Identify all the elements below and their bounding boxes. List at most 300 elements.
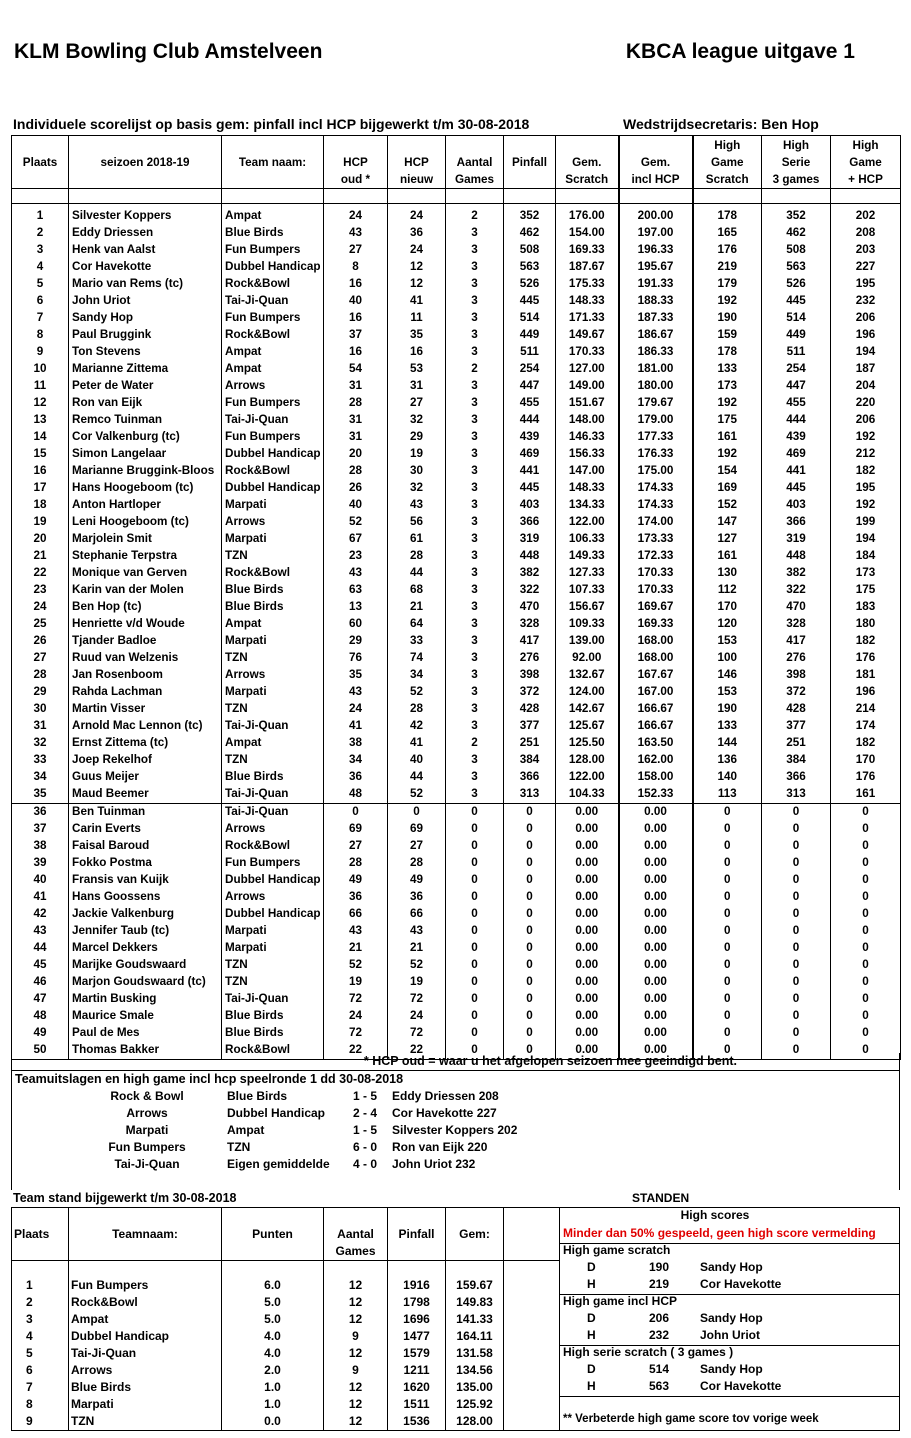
player-gem-scratch: 187.67	[556, 259, 619, 276]
player-hs-3: 0	[762, 838, 831, 855]
player-gem-scratch: 134.33	[556, 497, 619, 514]
player-hs-3: 462	[762, 225, 831, 242]
player-hg-scratch: 147	[693, 514, 762, 531]
table-row	[12, 633, 901, 650]
table-row	[12, 855, 901, 872]
player-gem-hcp: 0.00	[619, 923, 693, 940]
player-hcp-nieuw: 21	[388, 599, 446, 616]
player-hcp-oud: 43	[324, 565, 388, 582]
player-games: 2	[446, 361, 504, 378]
player-rank: 40	[12, 872, 69, 889]
stand-punten: 4.0	[222, 1345, 324, 1362]
team-results-title: Teamuitslagen en high game incl hcp speelronde 1 dd 30-08-2018	[15, 1072, 404, 1086]
col-label: Pinfall	[511, 155, 548, 169]
player-pinfall: 514	[504, 310, 556, 327]
player-games: 3	[446, 599, 504, 616]
player-hg-hcp: 184	[831, 548, 901, 565]
player-rank: 39	[12, 855, 69, 872]
player-hcp-nieuw: 66	[388, 906, 446, 923]
player-rank: 26	[12, 633, 69, 650]
hs-gender: D	[587, 1362, 596, 1376]
player-hg-scratch: 130	[693, 565, 762, 582]
player-gem-scratch: 104.33	[556, 786, 619, 804]
player-hs-3: 455	[762, 395, 831, 412]
player-pinfall: 0	[504, 804, 556, 822]
col-seizoen	[69, 136, 222, 189]
player-hs-3: 398	[762, 667, 831, 684]
club-title: KLM Bowling Club Amstelveen	[14, 40, 323, 63]
stand-rank: 4	[12, 1328, 69, 1345]
player-pinfall: 313	[504, 786, 556, 804]
player-team: Rock&Bowl	[222, 1042, 324, 1060]
player-gem-scratch: 149.33	[556, 548, 619, 565]
player-gem-scratch: 132.67	[556, 667, 619, 684]
player-rank: 45	[12, 957, 69, 974]
stand-rank: 5	[12, 1345, 69, 1362]
player-hcp-oud: 29	[324, 633, 388, 650]
player-games: 3	[446, 667, 504, 684]
player-hg-scratch: 0	[693, 1042, 762, 1060]
player-hcp-nieuw: 21	[388, 940, 446, 957]
table-row	[12, 327, 901, 344]
stand-rows	[12, 1261, 560, 1431]
player-gem-hcp: 170.33	[619, 582, 693, 599]
player-hg-hcp: 176	[831, 650, 901, 667]
player-hcp-oud: 43	[324, 923, 388, 940]
player-hcp-oud: 69	[324, 821, 388, 838]
player-rank: 42	[12, 906, 69, 923]
player-hg-hcp: 220	[831, 395, 901, 412]
player-gem-scratch: 0.00	[556, 889, 619, 906]
player-hcp-oud: 16	[324, 276, 388, 293]
player-pinfall: 319	[504, 531, 556, 548]
stand-games: 12	[324, 1379, 388, 1396]
player-games: 3	[446, 786, 504, 804]
player-games: 0	[446, 804, 504, 822]
player-rank: 31	[12, 718, 69, 735]
player-hs-3: 445	[762, 480, 831, 497]
player-hcp-oud: 43	[324, 225, 388, 242]
player-hcp-oud: 26	[324, 480, 388, 497]
player-hcp-nieuw: 28	[388, 548, 446, 565]
col-label: Gem.	[572, 156, 602, 169]
player-hs-3: 0	[762, 991, 831, 1008]
player-gem-hcp: 176.33	[619, 446, 693, 463]
player-name: Jennifer Taub (tc)	[69, 923, 222, 940]
player-team: Blue Birds	[222, 599, 324, 616]
player-games: 3	[446, 531, 504, 548]
player-hcp-nieuw: 27	[388, 395, 446, 412]
result-home: Arrows	[126, 1106, 168, 1120]
player-rank: 50	[12, 1042, 69, 1060]
col-label: Aantal	[337, 1227, 374, 1241]
player-gem-hcp: 187.33	[619, 310, 693, 327]
player-gem-hcp: 0.00	[619, 957, 693, 974]
player-gem-hcp: 0.00	[619, 804, 693, 822]
player-hcp-nieuw: 19	[388, 446, 446, 463]
player-pinfall: 372	[504, 684, 556, 701]
player-games: 3	[446, 752, 504, 769]
table-row	[12, 446, 901, 463]
player-hg-hcp: 199	[831, 514, 901, 531]
player-gem-scratch: 0.00	[556, 1008, 619, 1025]
stand-games: 12	[324, 1396, 388, 1413]
hs-name: Cor Havekotte	[700, 1379, 782, 1393]
player-gem-hcp: 191.33	[619, 276, 693, 293]
player-team: Dubbel Handicap	[222, 259, 324, 276]
table-row	[12, 804, 901, 822]
player-gem-hcp: 167.00	[619, 684, 693, 701]
col-hcp-oud	[324, 136, 388, 189]
result-score: 4 - 0	[352, 1157, 377, 1171]
player-gem-hcp: 152.33	[619, 786, 693, 804]
player-hcp-nieuw: 68	[388, 582, 446, 599]
player-hg-hcp: 0	[831, 957, 901, 974]
player-games: 3	[446, 293, 504, 310]
col-label: High	[852, 138, 879, 152]
player-hg-hcp: 203	[831, 242, 901, 259]
player-hg-hcp: 195	[831, 480, 901, 497]
result-home: Marpati	[125, 1123, 169, 1137]
player-team: Blue Birds	[222, 225, 324, 242]
player-hs-3: 447	[762, 378, 831, 395]
player-pinfall: 0	[504, 991, 556, 1008]
player-games: 0	[446, 821, 504, 838]
player-hg-scratch: 190	[693, 701, 762, 718]
player-hg-hcp: 0	[831, 838, 901, 855]
stand-rank: 8	[12, 1396, 69, 1413]
stand-gem: 159.67	[446, 1261, 504, 1295]
stand-pinfall: 1211	[388, 1362, 446, 1379]
player-name: Monique van Gerven	[69, 565, 222, 582]
player-rank: 41	[12, 889, 69, 906]
player-rank: 6	[12, 293, 69, 310]
player-hcp-oud: 66	[324, 906, 388, 923]
table-row	[12, 940, 901, 957]
player-rank: 20	[12, 531, 69, 548]
player-hcp-nieuw: 24	[388, 204, 446, 226]
stand-punten: 5.0	[222, 1311, 324, 1328]
player-hg-hcp: 176	[831, 769, 901, 786]
player-team: Blue Birds	[222, 769, 324, 786]
player-rank: 22	[12, 565, 69, 582]
player-hg-scratch: 192	[693, 293, 762, 310]
player-pinfall: 366	[504, 769, 556, 786]
player-pinfall: 563	[504, 259, 556, 276]
player-hs-3: 526	[762, 276, 831, 293]
player-hcp-nieuw: 16	[388, 344, 446, 361]
player-gem-hcp: 0.00	[619, 889, 693, 906]
footnote-text: * HCP oud = waar u het afgelopen seizoen mee geeindigd bent.	[363, 1054, 737, 1068]
player-gem-scratch: 0.00	[556, 940, 619, 957]
col-hg-scratch	[693, 136, 762, 189]
player-games: 0	[446, 940, 504, 957]
stand-col-gem: Gem:	[446, 1208, 504, 1261]
col-label: nieuw	[399, 173, 434, 186]
player-games: 3	[446, 650, 504, 667]
player-hcp-nieuw: 44	[388, 565, 446, 582]
player-games: 3	[446, 497, 504, 514]
player-hg-scratch: 161	[693, 429, 762, 446]
player-hcp-oud: 76	[324, 650, 388, 667]
player-gem-scratch: 0.00	[556, 838, 619, 855]
player-hg-hcp: 192	[831, 429, 901, 446]
player-pinfall: 449	[504, 327, 556, 344]
table-row	[12, 735, 901, 752]
stand-empty	[504, 1261, 560, 1295]
stand-punten: 1.0	[222, 1379, 324, 1396]
player-hg-scratch: 161	[693, 548, 762, 565]
player-hs-3: 444	[762, 412, 831, 429]
player-hg-scratch: 144	[693, 735, 762, 752]
player-hcp-nieuw: 40	[388, 752, 446, 769]
player-pinfall: 0	[504, 821, 556, 838]
player-hs-3: 319	[762, 531, 831, 548]
player-rank: 17	[12, 480, 69, 497]
player-team: Tai-Ji-Quan	[222, 991, 324, 1008]
col-label: HCP	[404, 156, 429, 169]
player-pinfall: 447	[504, 378, 556, 395]
player-team: Ampat	[222, 616, 324, 633]
player-hcp-oud: 24	[324, 701, 388, 718]
player-gem-scratch: 92.00	[556, 650, 619, 667]
player-team: Fun Bumpers	[222, 310, 324, 327]
player-pinfall: 328	[504, 616, 556, 633]
table-row	[12, 667, 901, 684]
player-team: Blue Birds	[222, 1008, 324, 1025]
player-rank: 4	[12, 259, 69, 276]
player-gem-scratch: 109.33	[556, 616, 619, 633]
player-hs-3: 0	[762, 957, 831, 974]
player-hcp-nieuw: 28	[388, 855, 446, 872]
player-hs-3: 366	[762, 769, 831, 786]
player-gem-hcp: 167.67	[619, 667, 693, 684]
player-rank: 11	[12, 378, 69, 395]
player-name: Ernst Zittema (tc)	[69, 735, 222, 752]
player-hcp-nieuw: 28	[388, 701, 446, 718]
stand-team: Arrows	[69, 1362, 222, 1379]
player-pinfall: 0	[504, 889, 556, 906]
player-gem-hcp: 169.33	[619, 616, 693, 633]
col-label: Gem.	[640, 156, 671, 169]
stand-games: 12	[324, 1294, 388, 1311]
player-hcp-nieuw: 64	[388, 616, 446, 633]
player-gem-scratch: 125.50	[556, 735, 619, 752]
player-rank: 12	[12, 395, 69, 412]
stand-col-games	[324, 1208, 388, 1261]
player-hcp-nieuw: 61	[388, 531, 446, 548]
table-row	[12, 361, 901, 378]
table-row	[12, 974, 901, 991]
player-gem-hcp: 174.00	[619, 514, 693, 531]
player-gem-scratch: 0.00	[556, 923, 619, 940]
player-hg-hcp: 214	[831, 701, 901, 718]
player-hs-3: 0	[762, 855, 831, 872]
stand-punten: 0.0	[222, 1413, 324, 1431]
player-hs-3: 384	[762, 752, 831, 769]
player-hcp-oud: 28	[324, 855, 388, 872]
table-row	[12, 514, 901, 531]
player-name: Rahda Lachman	[69, 684, 222, 701]
player-pinfall: 470	[504, 599, 556, 616]
stand-punten: 6.0	[222, 1261, 324, 1295]
player-rank: 21	[12, 548, 69, 565]
col-label: Scratch	[565, 173, 609, 186]
player-name: Ruud van Welzenis	[69, 650, 222, 667]
player-hg-hcp: 174	[831, 718, 901, 735]
stand-empty	[504, 1345, 560, 1362]
stand-gem: 131.58	[446, 1345, 504, 1362]
table-row	[12, 429, 901, 446]
player-rank: 16	[12, 463, 69, 480]
table-row	[12, 344, 901, 361]
player-name: Ton Stevens	[69, 344, 222, 361]
table-row	[12, 1311, 560, 1328]
player-hg-scratch: 192	[693, 446, 762, 463]
player-pinfall: 469	[504, 446, 556, 463]
player-games: 3	[446, 769, 504, 786]
player-games: 0	[446, 1042, 504, 1060]
player-gem-scratch: 128.00	[556, 752, 619, 769]
col-gem-hcp	[619, 136, 693, 189]
player-team: Tai-Ji-Quan	[222, 412, 324, 429]
player-hg-scratch: 136	[693, 752, 762, 769]
stand-games: 12	[324, 1311, 388, 1328]
stand-col-pinfall: Pinfall	[388, 1208, 446, 1261]
hs-section-label: High serie scratch ( 3 games )	[563, 1345, 734, 1359]
player-pinfall: 0	[504, 855, 556, 872]
player-gem-scratch: 0.00	[556, 974, 619, 991]
player-games: 3	[446, 633, 504, 650]
col-label: seizoen 2018-19	[100, 155, 190, 169]
player-hg-hcp: 208	[831, 225, 901, 242]
player-gem-hcp: 163.50	[619, 735, 693, 752]
player-team: Blue Birds	[222, 582, 324, 599]
stand-games: 12	[324, 1413, 388, 1431]
stand-punten: 1.0	[222, 1396, 324, 1413]
player-games: 3	[446, 616, 504, 633]
player-team: Fun Bumpers	[222, 855, 324, 872]
table-row	[12, 1328, 560, 1345]
high-scores-title: High scores	[680, 1208, 750, 1222]
player-rank: 25	[12, 616, 69, 633]
stand-col-plaats: Plaats	[12, 1208, 69, 1261]
player-hcp-nieuw: 44	[388, 769, 446, 786]
stand-gem: 135.00	[446, 1379, 504, 1396]
player-name: Cor Havekotte	[69, 259, 222, 276]
player-gem-scratch: 148.33	[556, 480, 619, 497]
player-hs-3: 428	[762, 701, 831, 718]
player-gem-hcp: 166.67	[619, 701, 693, 718]
player-games: 3	[446, 310, 504, 327]
col-hcp-nieuw	[388, 136, 446, 189]
player-hg-scratch: 100	[693, 650, 762, 667]
player-name: Silvester Koppers	[69, 204, 222, 226]
player-hg-hcp: 194	[831, 531, 901, 548]
stand-empty	[504, 1379, 560, 1396]
player-pinfall: 0	[504, 906, 556, 923]
table-row	[12, 412, 901, 429]
player-hg-scratch: 0	[693, 821, 762, 838]
player-rank: 9	[12, 344, 69, 361]
player-gem-hcp: 177.33	[619, 429, 693, 446]
player-gem-scratch: 107.33	[556, 582, 619, 599]
player-hcp-oud: 40	[324, 497, 388, 514]
stand-gem: 125.92	[446, 1396, 504, 1413]
stand-punten: 2.0	[222, 1362, 324, 1379]
table-row	[12, 957, 901, 974]
player-hcp-nieuw: 53	[388, 361, 446, 378]
player-hg-hcp: 0	[831, 889, 901, 906]
player-hcp-oud: 38	[324, 735, 388, 752]
player-games: 0	[446, 974, 504, 991]
table-row	[12, 531, 901, 548]
player-gem-hcp: 200.00	[619, 204, 693, 226]
player-hs-3: 448	[762, 548, 831, 565]
player-hg-hcp: 0	[831, 872, 901, 889]
player-pinfall: 508	[504, 242, 556, 259]
player-hg-scratch: 133	[693, 718, 762, 735]
player-name: John Uriot	[69, 293, 222, 310]
player-rank: 23	[12, 582, 69, 599]
player-name: Martin Busking	[69, 991, 222, 1008]
player-hcp-nieuw: 32	[388, 480, 446, 497]
player-hcp-oud: 34	[324, 752, 388, 769]
stand-gem: 141.33	[446, 1311, 504, 1328]
player-rank: 46	[12, 974, 69, 991]
player-games: 3	[446, 327, 504, 344]
player-gem-scratch: 148.33	[556, 293, 619, 310]
player-gem-hcp: 170.33	[619, 565, 693, 582]
player-gem-scratch: 147.00	[556, 463, 619, 480]
table-row	[12, 684, 901, 701]
hs-gender: D	[587, 1311, 596, 1325]
player-hg-scratch: 219	[693, 259, 762, 276]
result-score: 2 - 4	[352, 1106, 377, 1120]
col-pinfall	[504, 136, 556, 189]
hs-gender: H	[587, 1277, 596, 1291]
stand-team: TZN	[69, 1413, 222, 1431]
stand-spacer	[11, 1175, 900, 1190]
player-hcp-nieuw: 12	[388, 276, 446, 293]
table-row	[12, 821, 901, 838]
footnote	[11, 1053, 900, 1071]
player-pinfall: 251	[504, 735, 556, 752]
stand-pinfall: 1579	[388, 1345, 446, 1362]
table-row	[12, 204, 901, 226]
hs-section-label: High game scratch	[563, 1243, 671, 1257]
player-hg-scratch: 0	[693, 957, 762, 974]
player-hcp-nieuw: 12	[388, 259, 446, 276]
player-hs-3: 0	[762, 923, 831, 940]
player-games: 0	[446, 923, 504, 940]
player-gem-scratch: 151.67	[556, 395, 619, 412]
player-pinfall: 448	[504, 548, 556, 565]
player-hg-hcp: 0	[831, 855, 901, 872]
player-team: Blue Birds	[222, 1025, 324, 1042]
player-hcp-oud: 16	[324, 344, 388, 361]
player-pinfall: 377	[504, 718, 556, 735]
col-label: + HCP	[848, 172, 883, 186]
standen-label: STANDEN	[632, 1191, 690, 1205]
player-hg-hcp: 195	[831, 276, 901, 293]
player-name: Ben Hop (tc)	[69, 599, 222, 616]
table-row	[12, 1362, 560, 1379]
header-spacer-row	[12, 189, 901, 204]
player-games: 3	[446, 378, 504, 395]
player-hg-hcp: 0	[831, 804, 901, 822]
col-label: 3 games	[772, 172, 820, 186]
